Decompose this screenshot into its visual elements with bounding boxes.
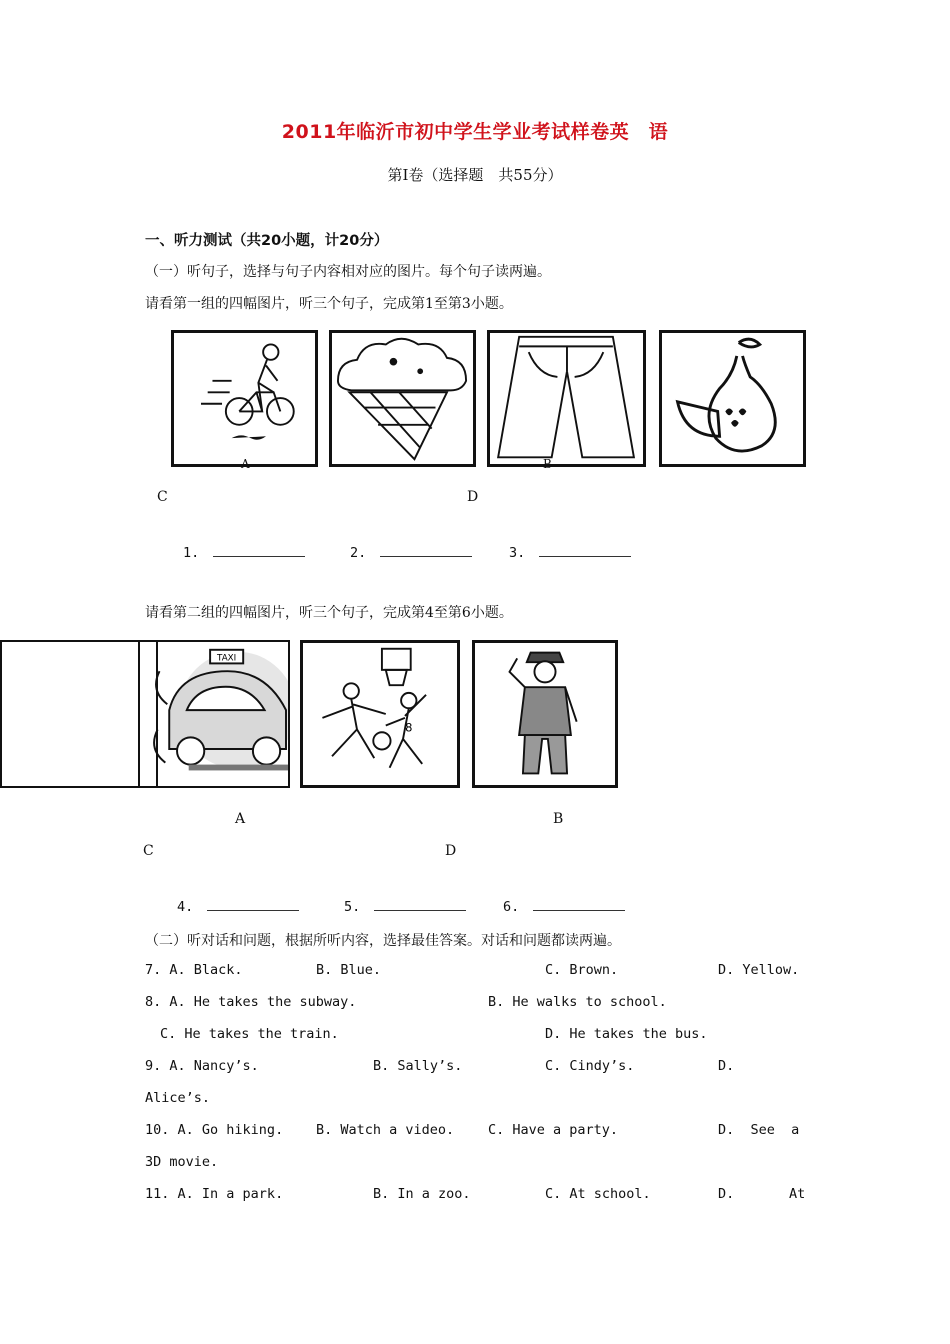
- q9-option-d-continued: Alice’s.: [145, 1090, 211, 1106]
- q11-option-d-tail: At: [789, 1186, 806, 1202]
- picture-ice-cream: [329, 330, 476, 467]
- q10-option-d-continued: 3D movie.: [145, 1154, 219, 1170]
- q8-option-c: C. He takes the train.: [160, 1026, 339, 1042]
- police-officer-icon: [475, 643, 615, 785]
- picture-cyclist: [171, 330, 318, 467]
- group2-label-b: B: [553, 811, 564, 827]
- part2-intro: （二）听对话和问题，根据所听内容，选择最佳答案。对话和问题都读两遍。: [145, 933, 621, 949]
- answer-blank-4[interactable]: 4.: [177, 898, 299, 915]
- group1-label-b: B: [543, 457, 552, 471]
- group2-label-c: C: [143, 843, 154, 859]
- jersey-number: 8: [405, 720, 413, 735]
- ice-cream-icon: [332, 333, 473, 464]
- question-10: 10. A. Go hiking.: [145, 1122, 284, 1138]
- group2-label-d: D: [445, 843, 457, 859]
- q9-option-b: B. Sally’s.: [373, 1058, 463, 1074]
- question-9: 9. A. Nancy’s.: [145, 1058, 259, 1074]
- q11-option-b: B. In a zoo.: [373, 1186, 471, 1202]
- q7-option-c: C. Brown.: [545, 962, 619, 978]
- q7-option-b: B. Blue.: [316, 962, 382, 978]
- section-heading: 一、听力测试（共20小题，计20分）: [145, 233, 389, 249]
- group1-label-a: A: [241, 457, 250, 471]
- question-8: 8. A. He takes the subway.: [145, 994, 357, 1010]
- answer-blank-2[interactable]: 2.: [350, 544, 472, 561]
- picture-trousers: [487, 330, 646, 467]
- taxi-sign: TAXI: [217, 653, 237, 664]
- basketball-icon: [303, 643, 457, 785]
- cyclist-icon: [174, 333, 315, 464]
- taxi-icon: [140, 642, 288, 786]
- answer-blank-3[interactable]: 3.: [509, 544, 631, 561]
- q9-option-d: D.: [718, 1058, 735, 1074]
- group1-label-d: D: [467, 489, 479, 505]
- pear-icon: [662, 333, 803, 464]
- exam-title: 2011年临沂市初中学生学业考试样卷英 语: [281, 121, 669, 143]
- q10-option-b: B. Watch a video.: [316, 1122, 455, 1138]
- picture-police-officer: [472, 640, 618, 788]
- q10-option-d: D. See a: [718, 1122, 800, 1138]
- group1-label-c: C: [157, 489, 168, 505]
- answer-blank-5[interactable]: 5.: [344, 898, 466, 915]
- trousers-icon: [490, 333, 643, 464]
- q9-option-c: C. Cindy’s.: [545, 1058, 635, 1074]
- question-7: 7. A. Black.: [145, 962, 243, 978]
- q11-option-c: C. At school.: [545, 1186, 651, 1202]
- part1-intro: （一）听句子，选择与句子内容相对应的图片。每个句子读两遍。: [145, 264, 551, 280]
- picture-taxi: [138, 640, 290, 788]
- answer-blank-1[interactable]: 1.: [183, 544, 305, 561]
- q11-option-d: D.: [718, 1186, 735, 1202]
- question-11: 11. A. In a park.: [145, 1186, 284, 1202]
- group1-instruction: 请看第一组的四幅图片，听三个句子，完成第1至第3小题。: [145, 296, 513, 312]
- group2-label-a: A: [235, 811, 246, 827]
- answer-blank-6[interactable]: 6.: [503, 898, 625, 915]
- picture-pear: [659, 330, 806, 467]
- q8-option-b: B. He walks to school.: [488, 994, 667, 1010]
- picture-basketball: [300, 640, 460, 788]
- exam-subtitle: 第Ⅰ卷（选择题 共55分）: [387, 166, 563, 184]
- group2-instruction: 请看第二组的四幅图片，听三个句子，完成第4至第6小题。: [145, 605, 513, 621]
- q10-option-c: C. Have a party.: [488, 1122, 619, 1138]
- q7-option-d: D. Yellow.: [718, 962, 800, 978]
- q8-option-d: D. He takes the bus.: [545, 1026, 708, 1042]
- empty-frame: [0, 640, 158, 788]
